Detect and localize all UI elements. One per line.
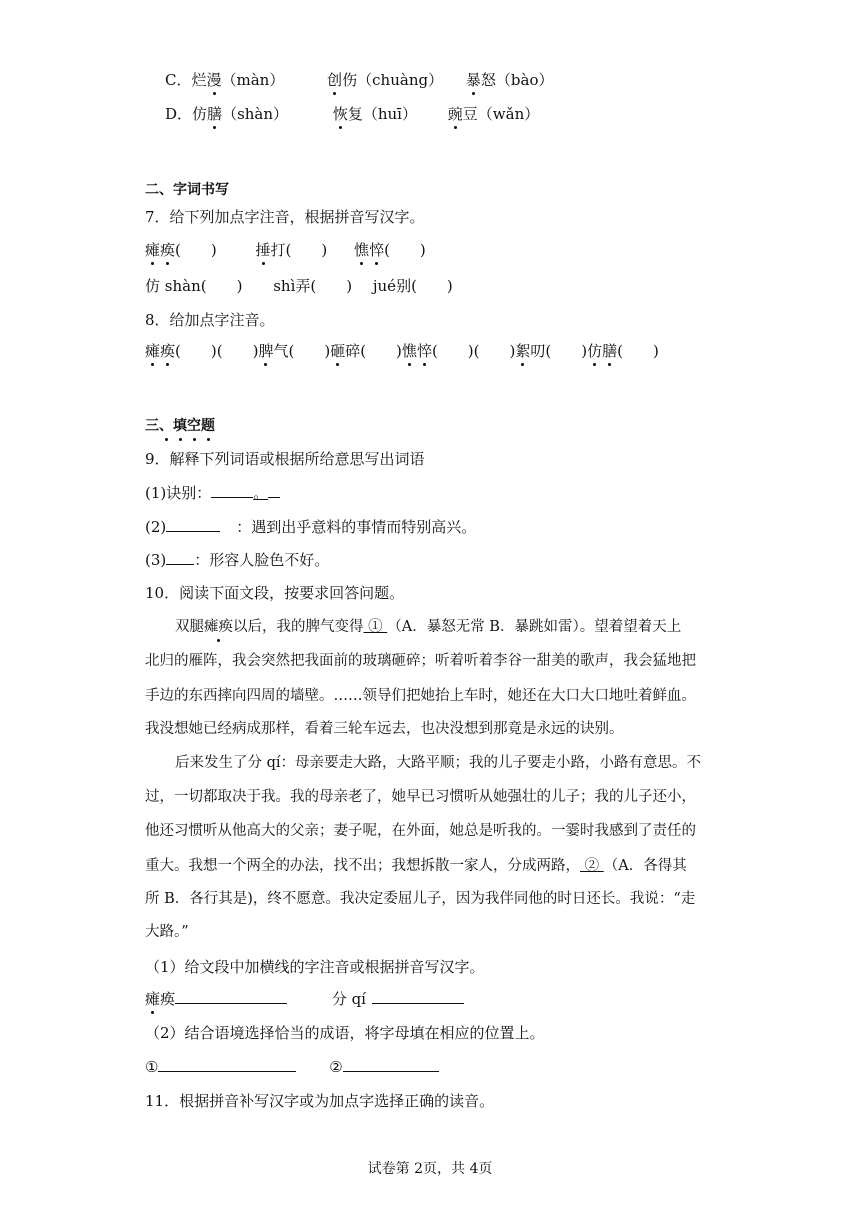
item-text: (1)诀别： — [145, 484, 212, 502]
pinyin: （chuàng） — [357, 71, 444, 89]
answer-line[interactable] — [268, 483, 280, 498]
dotted-char: 脾 — [258, 342, 274, 360]
blank-1[interactable]: ① — [363, 619, 388, 635]
char: 复 — [347, 105, 363, 123]
dotted-char: 憔 — [401, 342, 417, 360]
q9-item2 — [145, 517, 476, 537]
q8-row — [145, 341, 659, 361]
dotted-char: 膳 — [207, 105, 223, 123]
passage-line: 手边的东西摔向四周的墙壁。……领导们把她抬上车时，她还在大口大口地吐着鲜血。 — [145, 688, 696, 704]
passage-text: 以后，我的脾气变得 — [233, 619, 364, 635]
pinyin: （shàn） — [222, 105, 289, 123]
passage-line: 我没想她已经病成那样，看着三轮车远去，也决没想到那竟是永远的诀别。 — [145, 721, 624, 737]
answer-blank[interactable]: ( )( ) — [431, 342, 516, 360]
char: 烂 — [191, 71, 207, 89]
answer-line[interactable] — [166, 550, 194, 565]
item-text: ② — [329, 1058, 343, 1076]
answer-line[interactable] — [166, 517, 220, 532]
dotted-char: 砸 — [330, 342, 346, 360]
pinyin: （bào） — [495, 71, 554, 89]
char: 怒 — [480, 71, 496, 89]
item-text: 。 — [253, 484, 269, 502]
dotted-char: 痪 — [160, 241, 176, 259]
item-text: 分 qí — [331, 990, 366, 1008]
answer-line[interactable] — [211, 483, 253, 498]
answer-line[interactable] — [343, 1057, 439, 1072]
title-char: 空 — [187, 418, 201, 434]
dotted-char: 悴 — [369, 241, 385, 259]
passage-text: （A．各得其 — [603, 858, 687, 874]
title-char: 填 — [173, 418, 187, 434]
blank-2[interactable]: ② — [580, 858, 604, 874]
passage-line — [175, 617, 681, 637]
dotted-char: 恢 — [332, 105, 348, 123]
question-8: 8．给加点字注音。 — [145, 311, 275, 329]
item-text: (2) — [145, 518, 167, 536]
answer-blank[interactable]: jué别( ) — [372, 277, 453, 295]
dotted-char: 豌 — [447, 105, 463, 123]
passage-line — [145, 856, 687, 876]
passage-text: 重大。我想一个两全的办法，找不出；我想拆散一家人，分成两路， — [145, 858, 580, 874]
dotted-char: 瘫 — [145, 342, 161, 360]
question-10: 10．阅读下面文段，按要求回答问题。 — [145, 584, 405, 602]
item-text: (3) — [145, 551, 167, 569]
q7-row2 — [145, 276, 453, 296]
pinyin: （wǎn） — [477, 105, 540, 123]
answer-blank[interactable]: ( ) — [384, 241, 426, 259]
dotted-text: 瘫痪 — [204, 619, 233, 635]
dotted-char: 絮 — [515, 342, 531, 360]
q9-item3 — [145, 550, 329, 570]
q9-item1 — [145, 483, 280, 503]
dotted-char: 膳 — [602, 342, 618, 360]
char: 痪 — [160, 990, 176, 1008]
q10-sub2: （2）结合语境选择恰当的成语，将字母填在相应的位置上。 — [145, 1024, 545, 1042]
pinyin: （màn） — [221, 71, 285, 89]
item-text: ：遇到出乎意料的事情而特别高兴。 — [236, 518, 477, 536]
passage-line: 大路。” — [145, 924, 189, 940]
option-d — [165, 104, 539, 124]
answer-blank[interactable]: ( ) — [617, 342, 659, 360]
dotted-char: 创 — [327, 71, 343, 89]
dotted-char: 瘫 — [145, 241, 161, 259]
question-7: 7．给下列加点字注音，根据拼音写汉字。 — [145, 208, 425, 226]
title-char: 、 — [159, 418, 173, 434]
dotted-char: 痪 — [160, 342, 176, 360]
answer-blank[interactable]: shì弄( ) — [273, 277, 353, 295]
section-title — [145, 416, 215, 436]
passage-line: 北归的雁阵，我会突然把我面前的玻璃砸碎；听着听着李谷一甜美的歌声，我会猛地把 — [145, 653, 696, 669]
passage-line: 后来发生了分 qí：母亲要走大路，大路平顺；我的儿子要走小路，小路有意思。不 — [175, 755, 702, 771]
section-title: 二、字词书写 — [145, 182, 229, 198]
dotted-char: 瘫 — [145, 990, 161, 1008]
answer-blank[interactable]: 叨( ) — [530, 342, 588, 360]
title-char: 题 — [201, 418, 215, 434]
question-11: 11．根据拼音补写汉字或为加点字选择正确的读音。 — [145, 1092, 495, 1110]
dotted-char: 暴 — [465, 71, 481, 89]
answer-blank[interactable]: 仿 shàn( ) — [145, 277, 243, 295]
q7-row1 — [145, 240, 426, 260]
answer-blank[interactable]: 打( ) — [270, 241, 328, 259]
item-text: ：形容人脸色不好。 — [194, 551, 330, 569]
q10-sub1-answers — [145, 989, 464, 1009]
page-footer: 试卷第 2页，共 4页 — [367, 1161, 493, 1177]
answer-blank[interactable]: ( ) — [175, 241, 217, 259]
char: 豆 — [462, 105, 478, 123]
answer-blank[interactable]: ( )( ) — [175, 342, 259, 360]
passage-text: 双腿 — [175, 619, 204, 635]
answer-blank[interactable]: 碎( ) — [345, 342, 402, 360]
item-text: ① — [145, 1058, 159, 1076]
passage-line: 所 B．各行其是)，终不愿意。我决定委屈儿子，因为我伴同他的时日还长。我说：“走 — [145, 891, 696, 907]
answer-blank[interactable]: 气( ) — [273, 342, 331, 360]
dotted-char: 仿 — [587, 342, 603, 360]
pinyin: （huī） — [362, 105, 417, 123]
passage-line: 过，一切都取决于我。我的母亲老了，她早已习惯听从她强壮的儿子；我的儿子还小， — [145, 789, 696, 805]
answer-line[interactable] — [372, 989, 464, 1004]
dotted-char: 漫 — [206, 71, 222, 89]
dotted-char: 捶 — [255, 241, 271, 259]
question-9: 9．解释下列词语或根据所给意思写出词语 — [145, 450, 425, 468]
option-letter: D． — [165, 105, 193, 123]
title-char: 三 — [145, 418, 159, 434]
passage-text: （A．暴怒无常 B．暴跳如雷）。望着望着天上 — [387, 619, 682, 635]
dotted-char: 悴 — [416, 342, 432, 360]
q10-sub1: （1）给文段中加横线的字注音或根据拼音写汉字。 — [145, 958, 485, 976]
char: 仿 — [192, 105, 208, 123]
dotted-char: 憔 — [354, 241, 370, 259]
answer-line[interactable] — [175, 989, 287, 1004]
option-c — [165, 70, 553, 90]
char: 伤 — [342, 71, 358, 89]
q10-sub2-answers — [145, 1057, 439, 1077]
option-letter: C． — [165, 71, 192, 89]
answer-line[interactable] — [158, 1057, 296, 1072]
passage-line: 他还习惯听从他高大的父亲；妻子呢，在外面，她总是听我的。一霎时我感到了责任的 — [145, 823, 696, 839]
